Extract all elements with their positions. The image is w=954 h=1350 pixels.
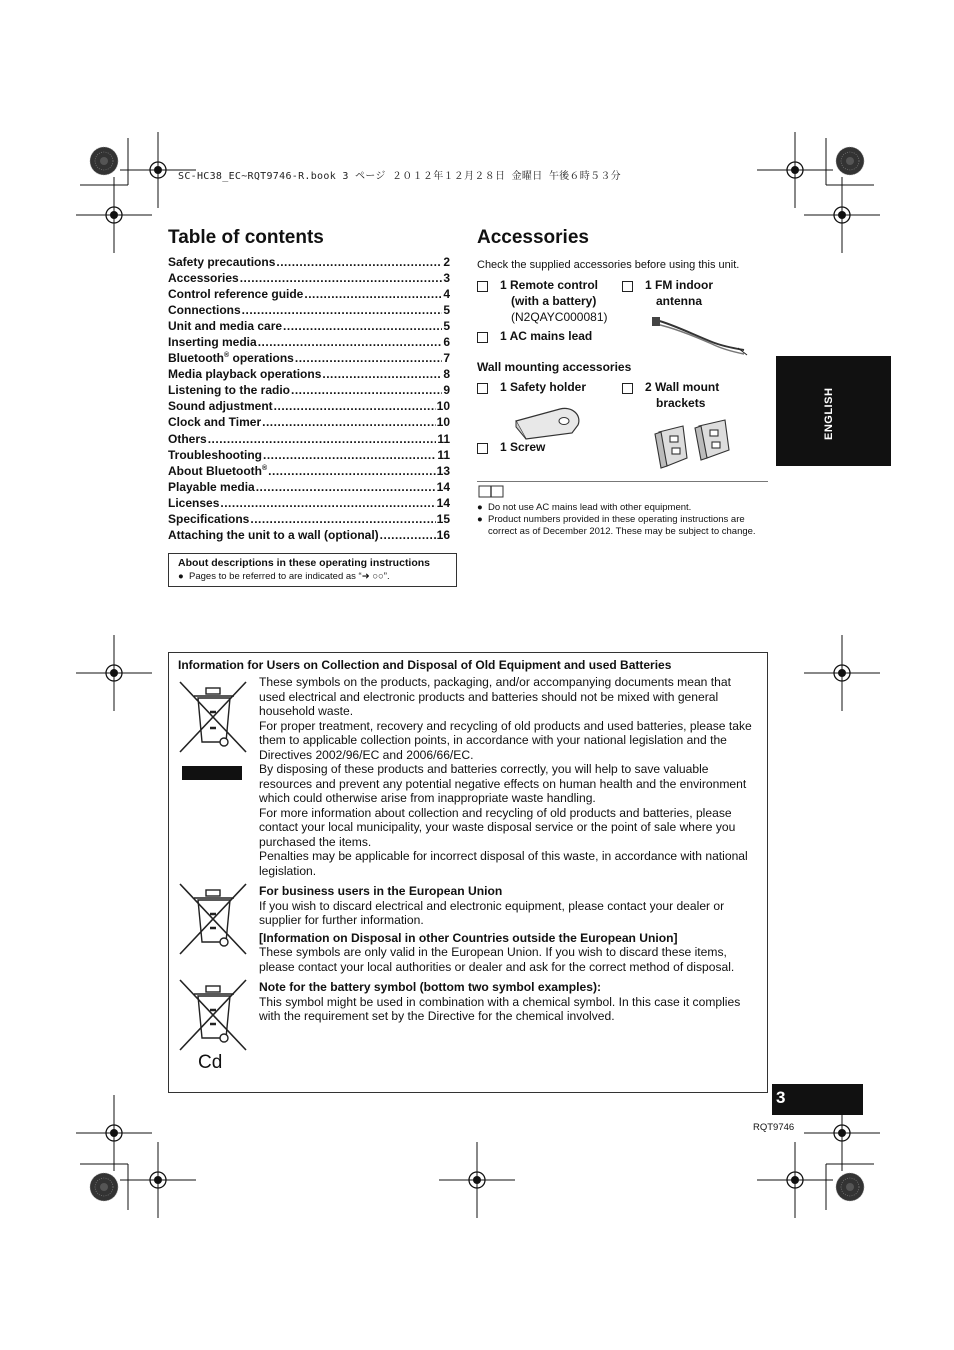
toc-entry[interactable]	[168, 399, 450, 415]
toc-label: About Bluetooth®	[168, 463, 268, 478]
battery-heading: Note for the battery symbol (bottom two symbol examples):	[259, 980, 602, 994]
note-item: ● Do not use AC mains lead with other equipment.	[477, 502, 692, 513]
business-section	[259, 884, 759, 974]
toc-entry[interactable]	[168, 303, 450, 319]
disposal-paragraph: For more information about collection and recycling of old products and batteries, please contact your local municipality, your waste disposal service or the point of sale where you purchased the items.	[259, 805, 736, 849]
toc-page: 15	[436, 511, 450, 526]
toc-page: 11	[437, 431, 450, 446]
note-book-icon	[478, 485, 506, 499]
toc-entry[interactable]	[168, 367, 450, 383]
screw-checkbox[interactable]	[477, 443, 488, 454]
toc-entry[interactable]	[168, 271, 450, 287]
toc-label: Control reference guide	[168, 287, 304, 302]
about-bullet: ● Pages to be referred to are indicated as “➜ ○○”.	[178, 571, 390, 582]
toc-page: 5	[443, 319, 450, 334]
toc-label: Unit and media care	[168, 319, 283, 334]
toc-label: Accessories	[168, 271, 239, 286]
crossed-bin-icon	[176, 882, 248, 960]
toc-label: Troubleshooting	[168, 447, 262, 462]
toc-entry[interactable]	[168, 448, 450, 464]
accessories-notes	[477, 502, 769, 538]
model-code: RQT9746	[753, 1122, 795, 1133]
toc-page: 5	[443, 303, 450, 318]
toc-page: 7	[443, 351, 450, 366]
toc-label: Others	[168, 431, 207, 446]
toc-entry[interactable]	[168, 512, 450, 528]
toc-page: 10	[436, 415, 450, 430]
outside-eu-text: These symbols are only valid in the European Union. If you wish to discard these items, please contact your local authorities or dealer and ask for the correct method of disposal.	[259, 945, 735, 974]
fm-antenna-illustration	[652, 314, 748, 356]
battery-section	[259, 980, 759, 1024]
disposal-paragraph: By disposing of these products and batteries correctly, you will help to save valuable resources and prevent any potential negative effects on human health and the environment which could otherwise arise from inappropriate waste handling.	[259, 762, 747, 805]
toc-label: Clock and Timer	[168, 415, 262, 430]
toc-label: Specifications	[168, 511, 250, 526]
safety-holder-checkbox[interactable]	[477, 383, 488, 394]
disposal-paragraph: These symbols on the products, packaging, and/or accompanying documents mean that used electrical and electronic products and batteries should not be mixed with general household waste.	[259, 675, 731, 718]
print-header-line: SC-HC38_EC~RQT9746-R.book 3 ページ ２０１２年１２月２８日 金曜日 午後６時５３分	[178, 171, 621, 182]
chemical-symbol-label: Cd	[198, 1052, 223, 1073]
toc-label: Attaching the unit to a wall (optional)	[168, 527, 379, 542]
ac-lead-checkbox[interactable]	[477, 332, 488, 343]
toc-page: 3	[443, 271, 450, 286]
battery-text: This symbol might be used in combination with a chemical symbol. In this case it complies with the requirement set by the Directive for the chemical involved.	[259, 994, 741, 1023]
page-number: 3	[776, 1088, 786, 1107]
toc-label: Sound adjustment	[168, 399, 273, 414]
toc-entry[interactable]	[168, 432, 450, 448]
toc-entry[interactable]	[168, 464, 450, 480]
outside-eu-heading: [Information on Disposal in other Countries outside the European Union]	[259, 930, 678, 945]
toc-title: Table of contents	[168, 227, 324, 248]
wall-bracket-checkbox[interactable]	[622, 383, 633, 394]
screw-item: 1 Screw	[500, 440, 546, 454]
toc-entry[interactable]	[168, 528, 450, 544]
toc-label: Media playback operations	[168, 367, 322, 382]
toc-page: 10	[436, 399, 450, 414]
toc-entry[interactable]	[168, 319, 450, 335]
toc-entry[interactable]	[168, 335, 450, 351]
fm-antenna-item: 1 FM indoor antenna	[645, 278, 713, 308]
page-number-tab	[772, 1084, 863, 1115]
toc-page: 13	[436, 463, 450, 478]
toc-entry[interactable]	[168, 255, 450, 271]
ac-lead-item: 1 AC mains lead	[500, 329, 593, 343]
toc-entry[interactable]	[168, 383, 450, 399]
accessories-title: Accessories	[477, 227, 589, 248]
toc-page: 9	[443, 383, 450, 398]
fm-antenna-checkbox[interactable]	[622, 281, 633, 292]
wall-bracket-item: 2 Wall mount brackets	[645, 380, 720, 410]
accessories-intro: Check the supplied accessories before using this unit.	[477, 259, 740, 271]
disposal-title: Information for Users on Collection and Disposal of Old Equipment and used Batteries	[178, 658, 672, 672]
safety-holder-illustration	[512, 403, 584, 441]
toc-entry[interactable]	[168, 496, 450, 512]
safety-holder-item: 1 Safety holder	[500, 380, 587, 394]
toc-page: 4	[443, 287, 450, 302]
toc-label: Bluetooth® operations	[168, 351, 294, 366]
toc-label: Licenses	[168, 495, 220, 510]
language-side-tab	[776, 356, 891, 466]
wall-mounting-title: Wall mounting accessories	[477, 360, 632, 374]
remote-control-item: 1 Remote control (with a battery) (N2QAYC000081)	[500, 278, 608, 324]
toc-entry[interactable]	[168, 287, 450, 303]
toc-label: Safety precautions	[168, 255, 276, 269]
toc-entry[interactable]	[168, 415, 450, 431]
toc-page: 16	[436, 527, 450, 542]
about-heading: About descriptions in these operating instructions	[178, 557, 431, 569]
wall-bracket-illustration	[653, 418, 739, 472]
crossed-bin-icon	[176, 978, 248, 1056]
toc-page: 11	[437, 447, 450, 462]
toc-entry[interactable]	[168, 480, 450, 496]
disposal-paragraph: Penalties may be applicable for incorrect disposal of this waste, in accordance with national legislation.	[259, 849, 748, 878]
language-tab-label: ENGLISH	[823, 387, 835, 440]
toc-label: Playable media	[168, 479, 255, 494]
toc-entry[interactable]	[168, 351, 450, 367]
remote-control-checkbox[interactable]	[477, 281, 488, 292]
toc-list	[168, 255, 450, 544]
toc-page: 6	[443, 335, 450, 350]
business-heading: For business users in the European Union	[259, 884, 503, 898]
toc-page: 14	[436, 479, 450, 494]
toc-page: 14	[436, 495, 450, 510]
toc-page: 2	[443, 255, 450, 269]
toc-label: Connections	[168, 303, 241, 318]
disposal-paragraph: For proper treatment, recovery and recycling of old products and used batteries, please take them to applicable collection points, in accordance with your national legislation and the Directives 2002/96/EC and 2006/66/EC.	[259, 718, 752, 762]
note-item: ● Product numbers provided in these operating instructions are correct as of December 2012. These may be subject to change.	[477, 514, 756, 537]
about-descriptions-box	[168, 553, 457, 587]
crossed-bin-icon	[176, 678, 248, 784]
toc-page: 8	[443, 367, 450, 382]
toc-label: Inserting media	[168, 335, 257, 350]
business-text: If you wish to discard electrical and electronic equipment, please contact your dealer or supplier for further information.	[259, 898, 725, 927]
notes-divider	[477, 481, 768, 482]
disposal-main-text	[259, 675, 759, 878]
toc-label: Listening to the radio	[168, 383, 290, 398]
